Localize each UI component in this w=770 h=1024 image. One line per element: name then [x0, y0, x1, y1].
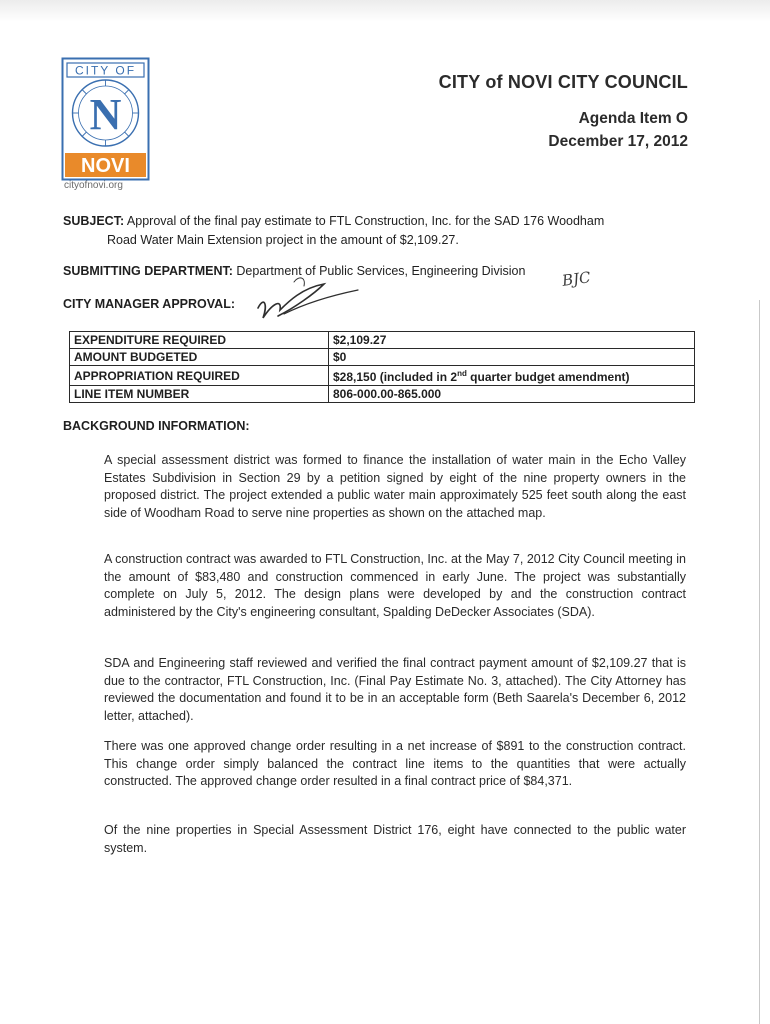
budget-value: $28,150 (included in 2nd quarter budget amendment) [329, 366, 695, 386]
budget-label: AMOUNT BUDGETED [70, 349, 329, 366]
background-paragraph-4 [104, 738, 686, 791]
table-row [70, 386, 695, 403]
meeting-date: December 17, 2012 [548, 133, 688, 150]
background-paragraph-3 [104, 655, 686, 725]
subject-block [63, 212, 703, 250]
scan-top-shading [0, 0, 770, 22]
budget-label: EXPENDITURE REQUIRED [70, 332, 329, 349]
budget-value: $0 [329, 349, 695, 366]
budget-value: 806-000.00-865.000 [329, 386, 695, 403]
document-header [439, 72, 688, 151]
city-manager-approval-label: CITY MANAGER APPROVAL: [63, 297, 235, 311]
paragraph-text: SDA and Engineering staff reviewed and verified the final contract payment amount of $2,109.27 that is due to the contractor, FTL Construction, Inc. (Final Pay Estimate No. 3, attached). The City Attorney has reviewed the documentation and found it to be in an acceptable form (Beth Saarela's December 6, 2012 letter, attached). [104, 656, 686, 723]
handwritten-initials: BJC [560, 268, 592, 290]
logo-monogram: N [89, 90, 122, 139]
council-title: CITY of NOVI CITY COUNCIL [438, 72, 688, 92]
table-row [70, 349, 695, 366]
background-paragraph-1 [104, 452, 686, 522]
budget-label: LINE ITEM NUMBER [70, 386, 329, 403]
subject-label: SUBJECT: [63, 214, 125, 228]
paragraph-text: Of the nine properties in Special Assessment District 176, eight have connected to the public water system. [104, 823, 686, 855]
paragraph-text: A construction contract was awarded to FTL Construction, Inc. at the May 7, 2012 City Council meeting in the amount of $83,480 and construction commenced in early June. The project was substantially complete on July 5, 2012. The design plans were developed by and the construction contract administered by the City's engineering consultant, Spalding DeDecker Associates (SDA). [104, 552, 686, 619]
paragraph-text: There was one approved change order resulting in a net increase of $891 to the construction contract. This change order simply balanced the contract line items to the quantities that were actually constructed. The approved change order resulted in a final contract price of $84,371. [104, 739, 686, 788]
table-row [70, 332, 695, 349]
city-manager-signature [254, 274, 364, 329]
city-logo [61, 57, 150, 181]
paragraph-text: A special assessment district was formed to finance the installation of water main in the Echo Valley Estates Subdivision in Section 29 by a petition signed by eight of the nine property owners in the proposed district. The project extended a public water main approximately 525 feet south along the east side of Woodham Road to serve nine properties as shown on the attached map. [104, 453, 686, 520]
subject-line-2: Road Water Main Extension project in the amount of $2,109.27. [107, 233, 459, 247]
department-label: SUBMITTING DEPARTMENT: [63, 264, 233, 278]
budget-value: $2,109.27 [329, 332, 695, 349]
background-paragraph-5 [104, 822, 686, 857]
agenda-item: Agenda Item O [578, 110, 688, 127]
logo-bottom-text: NOVI [81, 155, 130, 177]
department-value: Department of Public Services, Engineering Division [236, 264, 526, 278]
subject-line-1: Approval of the final pay estimate to FTL Construction, Inc. for the SAD 176 Woodham [126, 214, 605, 228]
logo-url: cityofnovi.org [64, 180, 123, 191]
budget-label: APPROPRIATION REQUIRED [70, 366, 329, 386]
budget-table [69, 331, 695, 403]
scan-page-edge [759, 300, 760, 1024]
background-paragraph-2 [104, 551, 686, 621]
table-row [70, 366, 695, 386]
background-heading: BACKGROUND INFORMATION: [63, 419, 250, 433]
logo-top-text: CITY OF [74, 63, 137, 78]
